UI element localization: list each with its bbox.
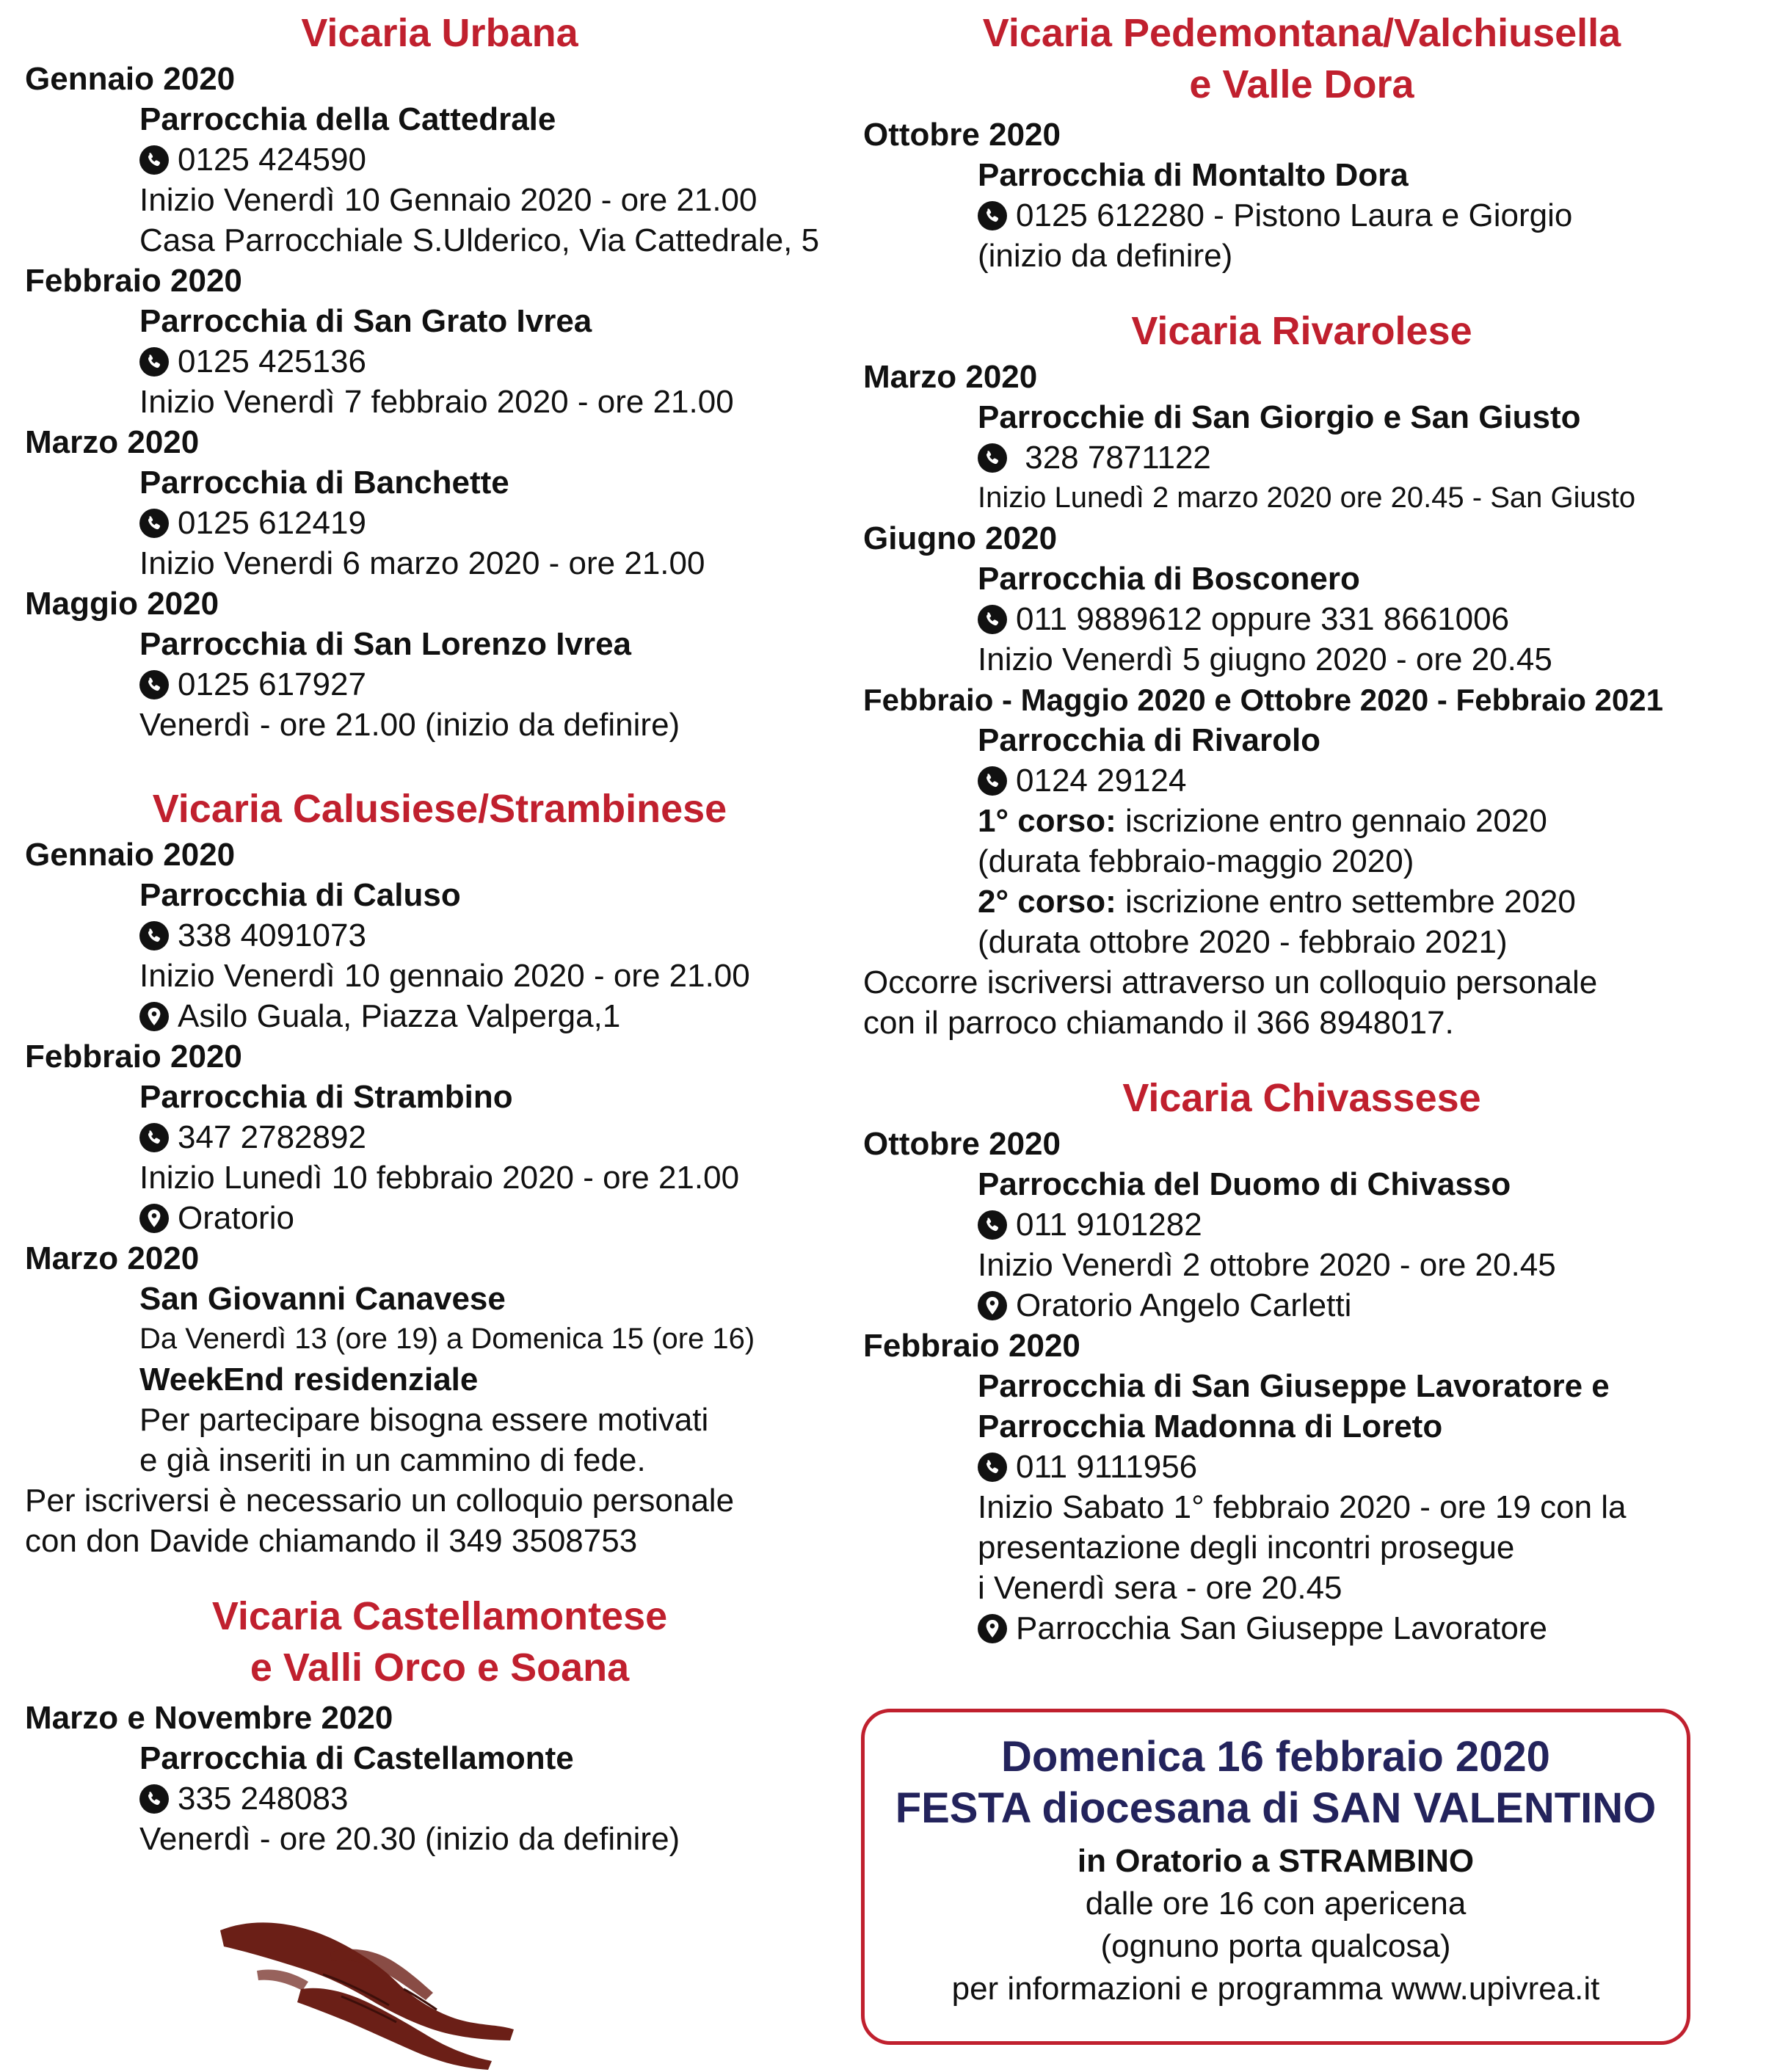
event-location: in Oratorio a STRAMBINO bbox=[1077, 1843, 1475, 1879]
phone-icon bbox=[139, 670, 169, 699]
vicaria-pedemontana bbox=[863, 7, 1740, 276]
phone-number: 0125 617927 bbox=[178, 666, 366, 702]
parish-name: Parrocchia Madonna di Loreto bbox=[978, 1408, 1443, 1444]
parish-name: Parrocchia di San Grato Ivrea bbox=[139, 303, 592, 339]
course-label: 2° corso: bbox=[978, 884, 1116, 920]
parish-name: Parrocchia di Castellamonte bbox=[139, 1740, 574, 1776]
phone-icon bbox=[978, 201, 1007, 230]
note-line: con don Davide chiamando il 349 3508753 bbox=[25, 1523, 638, 1559]
info-line: Inizio Venerdì 7 febbraio 2020 - ore 21.00 bbox=[139, 384, 734, 420]
place-name: Oratorio bbox=[178, 1200, 294, 1236]
parish-name: San Giovanni Canavese bbox=[139, 1281, 506, 1317]
phone-icon bbox=[978, 605, 1007, 634]
parish-name: Parrocchia di Bosconero bbox=[978, 561, 1360, 597]
phone-line bbox=[139, 664, 854, 705]
place-line bbox=[978, 1285, 1740, 1326]
phone-icon bbox=[139, 347, 169, 377]
vicaria-urbana bbox=[25, 7, 854, 745]
course-label: 1° corso: bbox=[978, 803, 1116, 839]
month-label: Febbraio - Maggio 2020 e Ottobre 2020 - Febbraio 2021 bbox=[863, 683, 1663, 717]
phone-icon bbox=[978, 1453, 1007, 1482]
section-heading: Vicaria Pedemontana/Valchiusella bbox=[982, 11, 1621, 55]
info-line: Inizio Venerdì 2 ottobre 2020 - ore 20.45 bbox=[978, 1247, 1556, 1283]
vicaria-castellamontese bbox=[25, 1591, 854, 1859]
phone-number: 0125 425136 bbox=[178, 343, 366, 379]
phone-icon bbox=[139, 145, 169, 175]
info-line: Inizio Venerdì 10 gennaio 2020 - ore 21.00 bbox=[139, 958, 750, 994]
vicaria-rivarolese bbox=[863, 305, 1740, 1043]
vicaria-chivassese bbox=[863, 1072, 1740, 1648]
month-label: Giugno 2020 bbox=[863, 520, 1058, 556]
section-heading: Vicaria Chivassese bbox=[1122, 1076, 1481, 1120]
month-label: Marzo e Novembre 2020 bbox=[25, 1700, 393, 1736]
event-type: WeekEnd residenziale bbox=[139, 1362, 479, 1397]
phone-number: 347 2782892 bbox=[178, 1119, 366, 1155]
phone-icon bbox=[978, 766, 1007, 796]
phone-number: 0125 612280 - Pistono Laura e Giorgio bbox=[1016, 197, 1573, 233]
phone-line bbox=[978, 599, 1740, 639]
info-line: i Venerdì sera - ore 20.45 bbox=[978, 1570, 1342, 1606]
left-column bbox=[25, 0, 854, 1859]
phone-icon bbox=[978, 443, 1007, 473]
phone-number: 0124 29124 bbox=[1016, 763, 1187, 799]
phone-line bbox=[978, 437, 1740, 478]
phone-number: 011 9889612 oppure 331 8661006 bbox=[1016, 601, 1510, 637]
info-line: (durata ottobre 2020 - febbraio 2021) bbox=[978, 924, 1508, 960]
phone-line bbox=[139, 1778, 854, 1819]
phone-line bbox=[978, 760, 1740, 801]
info-line: Venerdì - ore 21.00 (inizio da definire) bbox=[139, 707, 680, 743]
phone-line bbox=[978, 1204, 1740, 1245]
info-line: Venerdì - ore 20.30 (inizio da definire) bbox=[139, 1821, 680, 1857]
phone-line bbox=[978, 195, 1740, 236]
info-line: (inizio da definire) bbox=[978, 238, 1233, 274]
event-title: FESTA diocesana di SAN VALENTINO bbox=[895, 1784, 1657, 1832]
info-line: Inizio Venerdi 6 marzo 2020 - ore 21.00 bbox=[139, 545, 705, 581]
section-heading-line2: e Valli Orco e Soana bbox=[250, 1646, 630, 1690]
place-name: Asilo Guala, Piazza Valperga,1 bbox=[178, 998, 621, 1034]
month-label: Febbraio 2020 bbox=[863, 1328, 1080, 1364]
course-line bbox=[978, 881, 1740, 922]
info-line: presentazione degli incontri prosegue bbox=[978, 1530, 1515, 1566]
event-date: Domenica 16 febbraio 2020 bbox=[1001, 1733, 1550, 1781]
section-heading-line2: e Valle Dora bbox=[1189, 62, 1414, 106]
place-name: Oratorio Angelo Carletti bbox=[1016, 1287, 1352, 1323]
course-line bbox=[978, 801, 1740, 841]
phone-icon bbox=[139, 1784, 169, 1814]
info-line: Inizio Sabato 1° febbraio 2020 - ore 19 con la bbox=[978, 1489, 1627, 1525]
course-text: iscrizione entro settembre 2020 bbox=[1116, 884, 1576, 920]
san-valentino-box bbox=[861, 1709, 1690, 2045]
phone-line bbox=[978, 1447, 1740, 1487]
phone-number: 011 9101282 bbox=[1016, 1207, 1202, 1243]
info-line: Da Venerdì 13 (ore 19) a Domenica 15 (ore 16) bbox=[139, 1323, 755, 1355]
phone-line bbox=[139, 139, 854, 180]
phone-icon bbox=[139, 1123, 169, 1152]
event-info: per informazioni e programma www.upivrea.it bbox=[951, 1971, 1600, 2007]
phone-number: 338 4091073 bbox=[178, 917, 366, 953]
place-line bbox=[139, 996, 854, 1036]
section-heading: Vicaria Rivarolese bbox=[1131, 309, 1472, 353]
parish-name: Parrocchia della Cattedrale bbox=[139, 101, 556, 137]
month-label: Gennaio 2020 bbox=[25, 61, 236, 97]
parish-name: Parrocchia di San Lorenzo Ivrea bbox=[139, 626, 632, 662]
phone-icon bbox=[139, 921, 169, 950]
place-line bbox=[139, 1198, 854, 1238]
parish-name: Parrocchia del Duomo di Chivasso bbox=[978, 1166, 1511, 1202]
event-time: dalle ore 16 con apericena bbox=[1085, 1886, 1467, 1922]
location-pin-icon bbox=[978, 1291, 1007, 1320]
month-label: Marzo 2020 bbox=[863, 359, 1038, 395]
month-label: Marzo 2020 bbox=[25, 424, 200, 460]
parish-name: Parrocchia di Caluso bbox=[139, 877, 461, 913]
note-line: Occorre iscriversi attraverso un colloquio personale bbox=[863, 964, 1598, 1000]
month-label: Ottobre 2020 bbox=[863, 117, 1061, 153]
parish-name: Parrocchia di Rivarolo bbox=[978, 722, 1321, 758]
place-name: Parrocchia San Giuseppe Lavoratore bbox=[1016, 1610, 1547, 1646]
phone-line bbox=[139, 915, 854, 956]
month-label: Ottobre 2020 bbox=[863, 1126, 1061, 1162]
info-line: Per partecipare bisogna essere motivati bbox=[139, 1402, 709, 1438]
info-line: Inizio Venerdì 5 giugno 2020 - ore 20.45 bbox=[978, 641, 1552, 677]
info-line: e già inseriti in un cammino di fede. bbox=[139, 1442, 646, 1478]
phone-line bbox=[139, 341, 854, 382]
location-pin-icon bbox=[139, 1204, 169, 1233]
phone-number: 335 248083 bbox=[178, 1781, 349, 1817]
month-label: Febbraio 2020 bbox=[25, 1039, 242, 1075]
month-label: Maggio 2020 bbox=[25, 586, 219, 622]
section-heading: Vicaria Castellamontese bbox=[211, 1594, 668, 1638]
section-heading: Vicaria Calusiese/Strambinese bbox=[152, 787, 727, 831]
phone-number: 0125 612419 bbox=[178, 505, 366, 541]
joined-hands-illustration bbox=[213, 1901, 521, 2070]
parish-name: Parrocchia di Banchette bbox=[139, 465, 509, 501]
phone-icon bbox=[978, 1210, 1007, 1240]
place-line bbox=[978, 1608, 1740, 1648]
phone-line bbox=[139, 503, 854, 543]
info-line: Inizio Lunedì 2 marzo 2020 ore 20.45 - San Giusto bbox=[978, 481, 1636, 514]
parish-name: Parrocchie di San Giorgio e San Giusto bbox=[978, 399, 1581, 435]
parish-name: Parrocchia di Montalto Dora bbox=[978, 157, 1409, 193]
right-column bbox=[863, 0, 1740, 1648]
phone-number: 011 9111956 bbox=[1016, 1449, 1198, 1485]
month-label: Febbraio 2020 bbox=[25, 263, 242, 299]
parish-name: Parrocchia di San Giuseppe Lavoratore e bbox=[978, 1368, 1610, 1404]
phone-icon bbox=[139, 509, 169, 538]
phone-number: 0125 424590 bbox=[178, 142, 366, 178]
note-line: Per iscriversi è necessario un colloquio personale bbox=[25, 1483, 735, 1519]
parish-name: Parrocchia di Strambino bbox=[139, 1079, 513, 1115]
month-label: Marzo 2020 bbox=[25, 1240, 200, 1276]
phone-number: 328 7871122 bbox=[1016, 440, 1211, 476]
location-pin-icon bbox=[139, 1002, 169, 1031]
vicaria-calusiese bbox=[25, 783, 854, 1561]
section-heading: Vicaria Urbana bbox=[301, 11, 578, 55]
info-line: Casa Parrocchiale S.Ulderico, Via Cattedrale, 5 bbox=[139, 222, 820, 258]
info-line: (durata febbraio-maggio 2020) bbox=[978, 843, 1414, 879]
location-pin-icon bbox=[978, 1614, 1007, 1643]
month-label: Gennaio 2020 bbox=[25, 837, 236, 873]
phone-line bbox=[139, 1117, 854, 1157]
info-line: Inizio Venerdì 10 Gennaio 2020 - ore 21.00 bbox=[139, 182, 757, 218]
event-note: (ognuno porta qualcosa) bbox=[1100, 1928, 1451, 1964]
info-line: Inizio Lunedì 10 febbraio 2020 - ore 21.00 bbox=[139, 1160, 740, 1196]
note-line: con il parroco chiamando il 366 8948017. bbox=[863, 1005, 1454, 1041]
course-text: iscrizione entro gennaio 2020 bbox=[1116, 803, 1547, 839]
